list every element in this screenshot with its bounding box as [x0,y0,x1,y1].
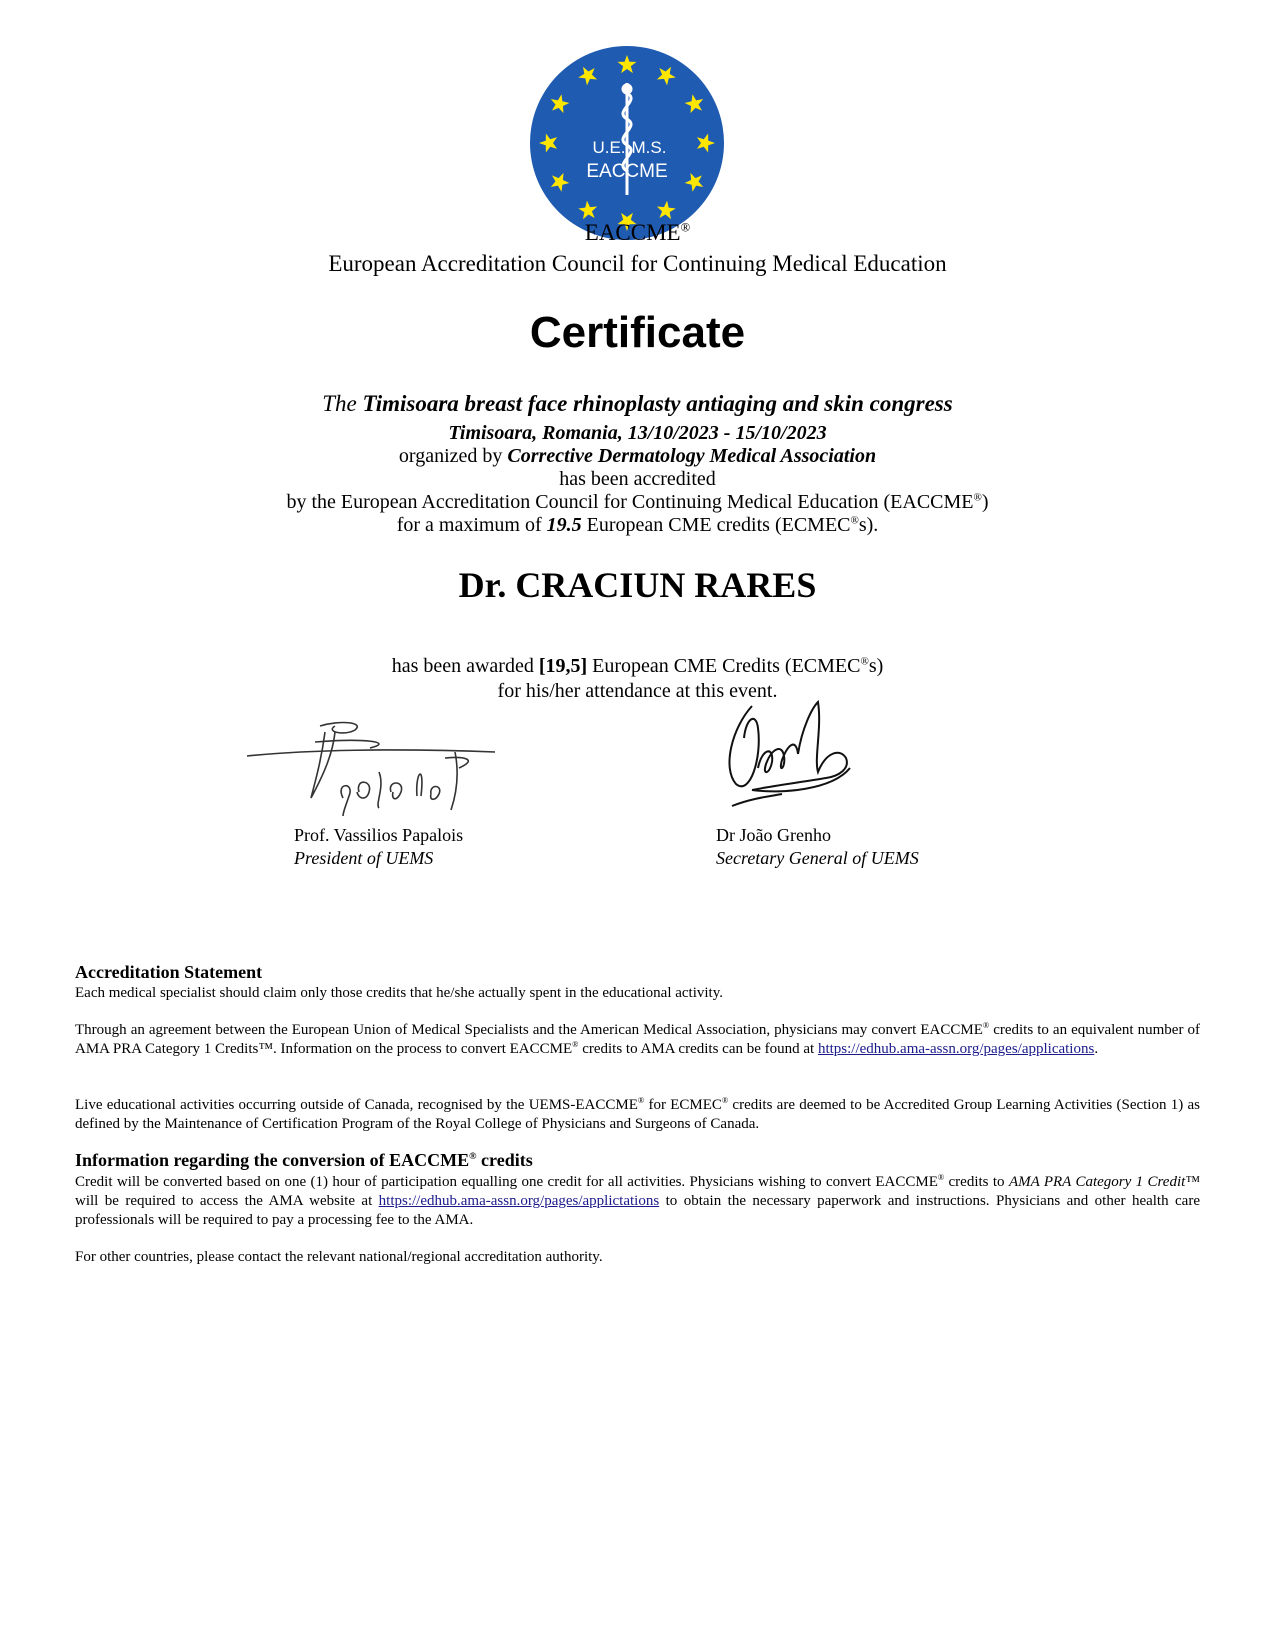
p2-text-b: credits to an equivalent number of AMA PRA Category 1 Credits™. Information on the process to convert EACCME [75,1022,1200,1057]
conv-italic: AMA PRA Category 1 Credit [1008,1174,1186,1190]
conv-text-b: credits to [944,1174,1009,1190]
conversion-paragraph-2: For other countries, please contact the relevant national/regional accreditation authority. [75,1249,603,1265]
reg-mark: ® [850,514,859,527]
statement-paragraph-1: Each medical specialist should claim only those credits that he/she actually spent in the educational activity. [75,985,723,1001]
by-line-suffix: ) [981,491,989,513]
reg-mark: ® [721,1096,729,1105]
award-credits: [19,5] [538,655,588,677]
conv-text-c: ™ will be required to access the AMA website at [75,1174,1201,1209]
max-credits-line [0,513,1275,537]
reg-mark: ® [937,1173,945,1182]
acronym-text: EACCME [584,220,681,245]
ama-applications-link[interactable]: https://edhub.ama-assn.org/pages/applications [817,1041,1095,1057]
logo-text-ms: M.S. [631,138,667,157]
signature-papalois [245,712,505,822]
uems-eaccme-logo [529,45,725,241]
accredited-by-line [0,490,1275,514]
max-prefix: for a maximum of [396,514,542,536]
statement-paragraph-2 [75,1021,1200,1059]
reg-mark: ® [982,1021,990,1030]
conv-text-d: to obtain the necessary paperwork and instructions. Physicians and other health care professionals will be required to pay a processing fee to the AMA. [75,1193,1200,1228]
reg-mark: ® [637,1096,645,1105]
max-suffix: s). [858,514,879,536]
award-prefix: has been awarded [391,655,534,677]
award-line [0,654,1275,678]
header-full-name: European Accreditation Council for Continuing Medical Education [328,251,947,276]
accredited-line: has been accredited [559,468,716,490]
conversion-heading-text: Information regarding the conversion of EACCME [75,1150,470,1170]
logo-text-eaccme: EACCME [586,161,668,182]
reg-mark: ® [572,1040,579,1049]
signatory-2-name: Dr João Grenho [716,825,831,845]
p3-text-a: Live educational activities occurring outside of Canada, recognised by the UEMS-EACCME [75,1097,638,1113]
award-mid: European CME Credits (ECMEC [592,655,861,677]
signature-grenho [722,698,882,818]
event-name: Timisoara breast face rhinoplasty antiaging and skin congress [362,391,953,416]
reg-mark: ® [680,220,691,235]
award-line-2: for his/her attendance at this event. [497,680,778,702]
organized-by [0,444,1275,468]
conversion-paragraph-1 [75,1173,1200,1230]
award-suffix: s) [868,655,884,677]
max-mid: European CME credits (ECMEC [586,514,851,536]
reg-mark: ® [973,491,982,504]
conversion-heading-suffix: credits [476,1150,533,1170]
p2-text-c: credits to AMA credits can be found at [578,1041,818,1057]
conv-text-a: Credit will be converted based on one (1) hour of participation equalling one credit for all activities. Physicians wishing to convert EACCME [75,1174,938,1190]
by-line-text: by the European Accreditation Council for Continuing Medical Education (EACCME [286,491,974,513]
conversion-heading [75,1151,1200,1170]
signatory-2-role: Secretary General of UEMS [716,848,919,868]
organizer-name: Corrective Dermatology Medical Association [507,445,877,467]
ama-applictations-link[interactable]: https://edhub.ama-assn.org/pages/applictations [378,1193,660,1209]
p3-text-c: credits are deemed to be Accredited Group Learning Activities (Section 1) as defined by the Maintenance of Certification Program of the Royal College of Physicians and Surgeons of Canada. [75,1097,1200,1132]
signatory-1-role: President of UEMS [294,848,434,868]
handwritten-signature [245,712,505,822]
event-prefix: The [322,391,357,416]
event-location-dates: Timisoara, Romania, 13/10/2023 - 15/10/2023 [448,422,827,444]
max-credits-value: 19.5 [546,514,582,536]
recipient-name: Dr. CRACIUN RARES [458,565,817,605]
uems-eaccme-logo-graphic [529,45,725,241]
reg-mark: ® [860,655,869,668]
header-acronym [0,220,1275,246]
handwritten-signature [722,698,882,818]
p3-text-b: for ECMEC [644,1097,722,1113]
reg-mark: ® [469,1151,477,1162]
signatory-1-name: Prof. Vassilios Papalois [294,825,464,845]
accreditation-statement-heading: Accreditation Statement [75,962,263,982]
logo-text-ue: U.E. [592,138,626,157]
p2-text-a: Through an agreement between the European Union of Medical Specialists and the American Medical Association, physicians may convert EACCME [75,1022,983,1038]
certificate-title: Certificate [529,308,746,357]
statement-paragraph-3 [75,1096,1200,1134]
event-title [0,391,1275,417]
organized-prefix: organized by [398,445,503,467]
p2-end: . [1094,1041,1099,1057]
